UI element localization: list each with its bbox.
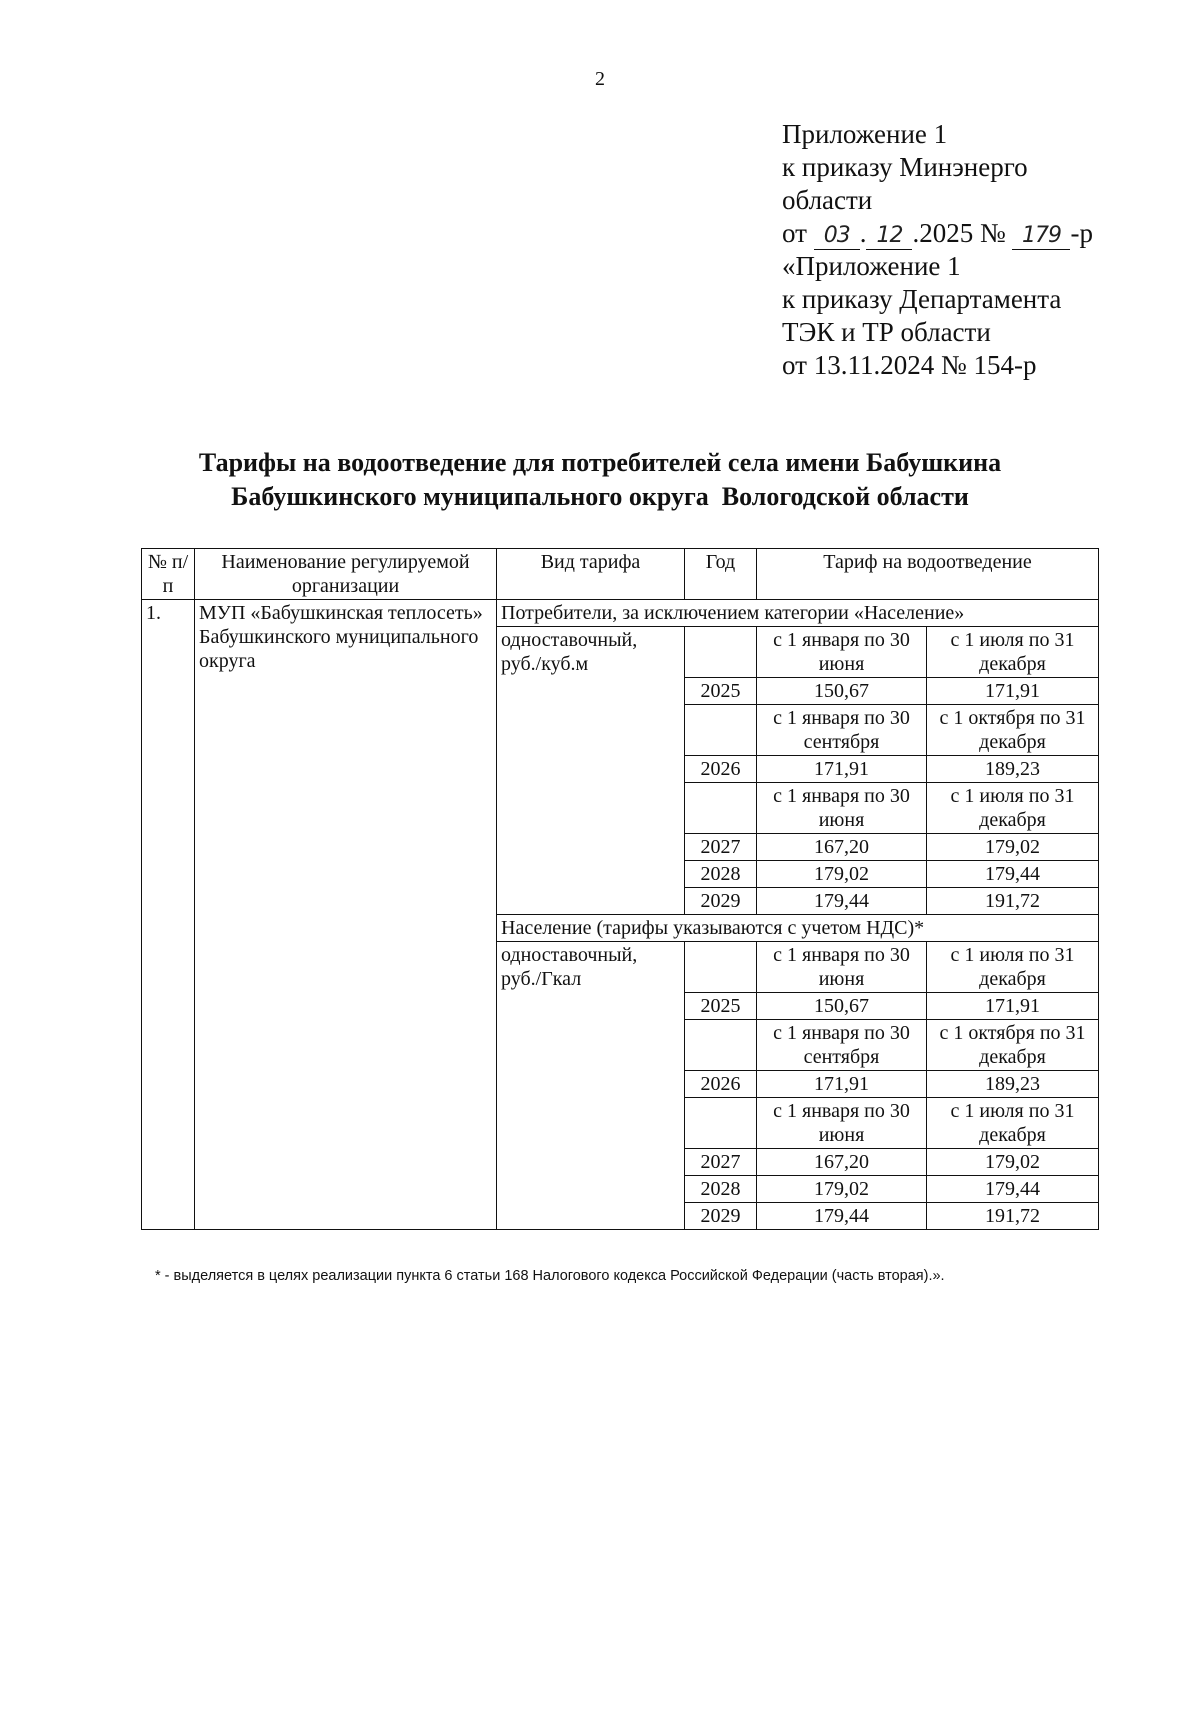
appendix-line: Приложение 1 (782, 119, 948, 149)
tariff-table (141, 548, 1099, 1230)
tariff-value-1: 171,91 (757, 1071, 927, 1098)
tariff-type: одноставочный, руб./Гкал (497, 942, 685, 1230)
period-second-half: с 1 июля по 31 декабря (927, 627, 1099, 678)
period-second-half: с 1 октября по 31 декабря (927, 1020, 1099, 1071)
handwritten-order-number: 179 (1012, 223, 1070, 250)
tariff-value-2: 179,02 (927, 834, 1099, 861)
period-first-half: с 1 января по 30 июня (757, 627, 927, 678)
appendix-line: ТЭК и ТР области (782, 317, 991, 347)
row-number: 1. (142, 600, 195, 1230)
header-org: Наименование регулируемой организации (195, 549, 497, 600)
header-tariff: Тариф на водоотведение (757, 549, 1099, 600)
header-type: Вид тарифа (497, 549, 685, 600)
tariff-value-1: 179,02 (757, 1176, 927, 1203)
tariff-value-2: 179,44 (927, 861, 1099, 888)
year-cell: 2029 (685, 888, 757, 915)
tariff-value-1: 179,02 (757, 861, 927, 888)
year-cell: 2028 (685, 1176, 757, 1203)
tariff-value-2: 179,02 (927, 1149, 1099, 1176)
period-first-half: с 1 января по 30 июня (757, 1098, 927, 1149)
tariff-value-1: 150,67 (757, 678, 927, 705)
period-second-half: с 1 октября по 31 декабря (927, 705, 1099, 756)
year-cell: 2026 (685, 1071, 757, 1098)
tariff-value-1: 150,67 (757, 993, 927, 1020)
header-year: Год (685, 549, 757, 600)
year-blank (685, 627, 757, 678)
appendix-line: к приказу Департамента (782, 284, 1062, 314)
tariff-value-1: 167,20 (757, 1149, 927, 1176)
category-row (142, 600, 1099, 627)
title-line: Бабушкинского муниципального округа Вологодской области (231, 482, 969, 511)
period-second-half: с 1 июля по 31 декабря (927, 1098, 1099, 1149)
year-blank (685, 705, 757, 756)
footnote: * - выделяется в целях реализации пункта 6 статьи 168 Налогового кодекса Российской Федерации (часть вторая).». (155, 1268, 945, 1284)
category-label: Потребители, за исключением категории «Население» (497, 600, 1099, 627)
tariff-value-1: 179,44 (757, 1203, 927, 1230)
period-first-half: с 1 января по 30 сентября (757, 705, 927, 756)
year-cell: 2029 (685, 1203, 757, 1230)
year-blank (685, 942, 757, 993)
organization-name: МУП «Бабушкинская теплосеть» Бабушкинского муниципального округа (195, 600, 497, 1230)
year-cell: 2027 (685, 1149, 757, 1176)
year-cell: 2028 (685, 861, 757, 888)
period-first-half: с 1 января по 30 июня (757, 942, 927, 993)
appendix-line: от 13.11.2024 № 154-р (782, 350, 1037, 380)
tariff-value-2: 189,23 (927, 756, 1099, 783)
year-blank (685, 1020, 757, 1071)
tariff-value-1: 167,20 (757, 834, 927, 861)
tariff-value-2: 179,44 (927, 1176, 1099, 1203)
tariff-value-2: 191,72 (927, 888, 1099, 915)
appendix-block (782, 118, 1093, 382)
header-num: № п/п (142, 549, 195, 600)
period-first-half: с 1 января по 30 сентября (757, 1020, 927, 1071)
handwritten-month: 12 (866, 223, 912, 250)
page-number: 2 (595, 68, 605, 90)
handwritten-day: 03 (814, 223, 860, 250)
year-blank (685, 783, 757, 834)
tariff-value-1: 179,44 (757, 888, 927, 915)
tariff-value-2: 171,91 (927, 993, 1099, 1020)
appendix-line: «Приложение 1 (782, 251, 961, 281)
document-title (0, 446, 1200, 514)
year-cell: 2027 (685, 834, 757, 861)
tariff-value-2: 189,23 (927, 1071, 1099, 1098)
category-label: Население (тарифы указываются с учетом НДС)* (497, 915, 1099, 942)
tariff-value-2: 171,91 (927, 678, 1099, 705)
year-cell: 2025 (685, 678, 757, 705)
year-cell: 2025 (685, 993, 757, 1020)
title-line: Тарифы на водоотведение для потребителей села имени Бабушкина (198, 448, 1002, 477)
tariff-value-1: 171,91 (757, 756, 927, 783)
date-prefix: от (782, 218, 807, 248)
tariff-value-2: 191,72 (927, 1203, 1099, 1230)
order-suffix: -р (1070, 218, 1093, 248)
year-blank (685, 1098, 757, 1149)
appendix-line: области (782, 185, 873, 215)
table-header-row (142, 549, 1099, 600)
period-first-half: с 1 января по 30 июня (757, 783, 927, 834)
appendix-line: к приказу Минэнерго (782, 152, 1028, 182)
year-cell: 2026 (685, 756, 757, 783)
date-year: .2025 № (912, 218, 1006, 248)
tariff-table-body (142, 549, 1099, 1230)
period-second-half: с 1 июля по 31 декабря (927, 783, 1099, 834)
tariff-type: одноставочный, руб./куб.м (497, 627, 685, 915)
order-date-line: от 03 . 12 .2025 № 179 -р (782, 218, 1093, 248)
period-second-half: с 1 июля по 31 декабря (927, 942, 1099, 993)
